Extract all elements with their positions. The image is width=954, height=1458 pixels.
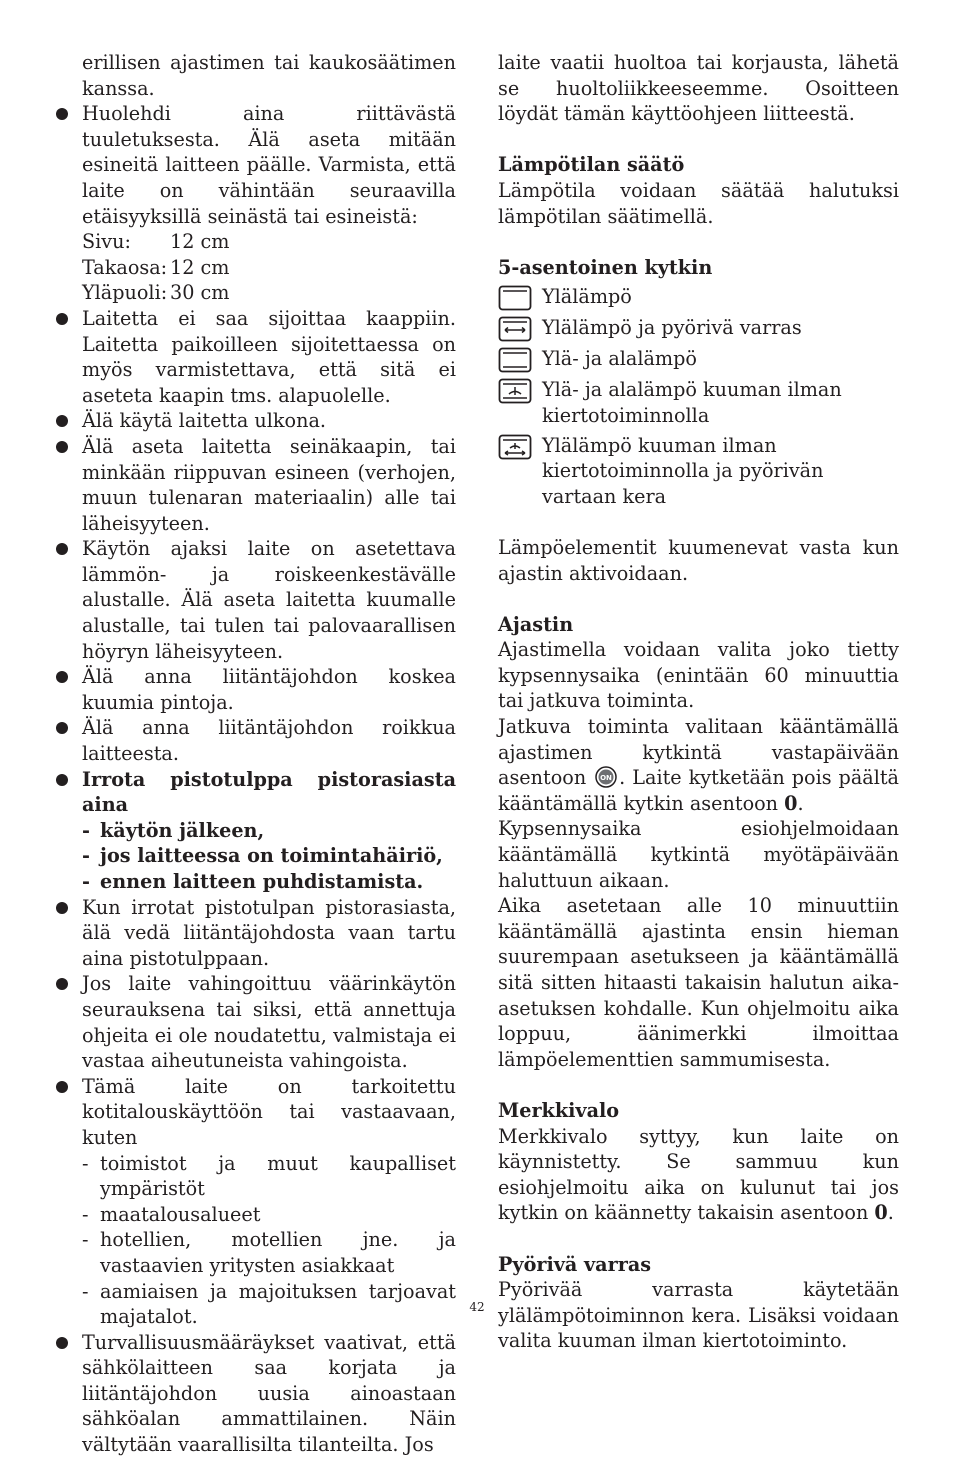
distance-label: Yläpuoli: (82, 281, 168, 305)
distance-value: 12 cm (170, 255, 230, 279)
paragraph-text: . (619, 766, 626, 790)
bullet-wall-cabinet (56, 434, 456, 536)
bullet-icon (56, 441, 68, 453)
top-convection-rotisserie-icon (498, 434, 532, 460)
sub-item: - maatalousalueet (82, 1202, 261, 1226)
switch-position (498, 315, 899, 342)
paragraph-text: Laite kytketään pois päältä kääntämällä kytkin asentoon (498, 766, 899, 815)
sub-item-text: aamiaisen ja majoituksen tarjoavat majatalot. (100, 1279, 456, 1329)
switch-position-label: Ylälämpö ja pyörivä varras (542, 316, 802, 340)
switch-position (498, 377, 899, 428)
distance-label: Sivu: (82, 230, 131, 254)
bullet-pull-plug (56, 895, 456, 972)
continued-text: erillisen ajastimen tai kaukosäätimen kanssa. (82, 51, 456, 100)
section-heading: 5-asentoinen kytkin (498, 255, 713, 279)
bullet-text: Älä anna liitäntäjohdon koskea kuumia pintoja. (82, 665, 456, 714)
zero-position: 0 (874, 1201, 888, 1225)
bullet-icon (56, 671, 68, 683)
switch-position (498, 433, 899, 510)
bullet-ventilation (56, 101, 456, 229)
sub-item: - jos laitteessa on toimintahäiriö, (82, 844, 443, 868)
section-paragraph (498, 1124, 899, 1226)
zero-position: 0 (784, 791, 798, 815)
bullet-icon (56, 902, 68, 914)
bullet-text: Älä käytä laitetta ulkona. (82, 409, 326, 433)
bullet-text: Turvallisuusmääräykset vaativat, että sähkölaitteen saa korjata ja liitäntäjohdon uusia ainoastaan sähköalan ammattilainen. Näin vältytään vaarallisilta tilanteilta. Jos (82, 1330, 456, 1457)
distance-value: 30 cm (170, 281, 230, 305)
section-paragraph: Lämpöelementit kuumenevat vasta kun ajastin aktivoidaan. (498, 535, 899, 585)
bullet-text: Tämä laite on tarkoitettu kotitalouskäyttöön tai vastaavaan, kuten (82, 1074, 456, 1149)
bullet-icon (56, 978, 68, 990)
sub-item: - hotellien, motellien jne. ja vastaavien yritysten asiakkaat (82, 1228, 456, 1277)
bullet-outdoors (56, 408, 456, 434)
bullet-icon (56, 1081, 68, 1093)
bullet-text: Irrota pistotulppa pistorasiasta aina (82, 767, 456, 817)
on-position-label: ON (600, 774, 613, 783)
section-paragraph: Ajastimella voidaan valita joko tietty kypsennysaika (enintään 60 minuuttia tai jatkuva toiminta. (498, 638, 899, 713)
top-bottom-convection-icon (498, 378, 532, 404)
bullet-text: Jos laite vahingoittuu väärinkäytön seurauksena tai siksi, että annettuja ohjeita ei ole noudatettu, valmistaja ei vastaa aiheutuneista vahingoista. (82, 972, 456, 1073)
continued-text: laite vaatii huoltoa tai korjausta, lähetä se huoltoliikkeeseemme. Osoitteen löydät tämän käyttöohjeen liitteestä. (498, 51, 899, 126)
section-heading: Pyörivä varras (498, 1252, 652, 1276)
sub-item-text: toimistot ja muut kaupalliset ympäristöt (100, 1151, 456, 1201)
bullet-text: Älä aseta laitetta seinäkaapin, tai minkään riippuvan esineen (verhojen, muun tulenaran materiaalin) alle tai läheisyyteen. (82, 434, 456, 535)
bullet-cord-hot (56, 664, 456, 715)
switch-position (498, 284, 899, 311)
top-heat-rotisserie-icon (498, 316, 532, 342)
bullet-text: Laitetta ei saa sijoittaa kaappiin. Laitetta paikoilleen sijoitettaessa on myös varmistettava, että sitä ei aseteta kaapin tms. alapuolelle. (82, 306, 456, 407)
section-paragraph: Kypsennysaika esiohjelmoidaan kääntämällä kytkintä myötäpäivään haluttuun aikaan. (498, 817, 899, 892)
distance-row (56, 280, 456, 306)
sub-item: - käytön jälkeen, (82, 818, 265, 842)
switch-position-label: Ylä- ja alalämpö (542, 347, 697, 371)
paragraph-text: Jatkuva toiminta valitaan kääntämällä ajastimen kytkintä vastapäivään asentoon (498, 715, 899, 790)
sub-item: - aamiaisen ja majoituksen tarjoavat majatalot. (82, 1279, 456, 1329)
switch-position (498, 346, 899, 373)
left-column (56, 50, 456, 1458)
distance-value: 12 cm (170, 230, 230, 254)
bullet-cord-hang (56, 715, 456, 766)
bullet-icon (56, 774, 68, 786)
page-number: 42 (469, 1300, 485, 1314)
sub-item: - ennen laitteen puhdistamista. (82, 870, 424, 893)
switch-position-label: Ylä- ja alalämpö kuuman ilman kiertotoiminnolla (542, 378, 842, 427)
bullet-icon (56, 415, 68, 427)
distance-row (56, 255, 456, 281)
distance-label: Takaosa: (82, 255, 168, 279)
sub-item-text: maatalousalueet (100, 1202, 261, 1226)
on-position-icon (595, 766, 617, 788)
top-heat-icon (498, 285, 532, 311)
bullet-text: Käytön ajaksi laite on asetettava lämmön- ja roiskeenkestävälle alustalle. Älä aseta laitetta kuumalle alustalle, tai tulen tai palovaarallisen höyryn läheisyyteen. (82, 537, 456, 663)
switch-position-label: Ylälämpö (542, 285, 632, 309)
sub-item: - toimistot ja muut kaupalliset ympäristöt (82, 1151, 456, 1201)
section-heading: Ajastin (498, 612, 574, 636)
distance-row (56, 229, 456, 255)
top-bottom-heat-icon (498, 347, 532, 373)
section-paragraph: Lämpötila voidaan säätää halutuksi lämpötilan säätimellä. (498, 178, 899, 228)
section-paragraph (498, 714, 899, 816)
bullet-text: Älä anna liitäntäjohdon roikkua laitteesta. (82, 716, 456, 766)
bullet-text: Kun irrotat pistotulpan pistorasiasta, älä vedä liitäntäjohdosta vaan tartu aina pistotulppaan. (82, 895, 456, 970)
bullet-icon (56, 543, 68, 555)
bullet-cabinet (56, 306, 456, 408)
bullet-unplug (56, 767, 456, 818)
bullet-surface (56, 536, 456, 664)
section-paragraph: Aika asetetaan alle 10 minuuttiin kääntämällä ajastinta ensin hieman suurempaan asetukseen ja kääntämällä sitä sitten hitaasti takaisin halutun aika-asetuksen kohdalle. Kun ohjelmoitu aika loppuu, äänimerkki ilmoittaa lämpöelementtien sammumisesta. (498, 894, 899, 1071)
switch-position-label: Ylälämpö kuuman ilman kiertotoiminnolla ja pyörivän vartaan kera (542, 433, 824, 508)
bullet-household-use (56, 1074, 456, 1151)
sub-item-text: ennen laitteen puhdistamista. (100, 870, 424, 893)
right-column (498, 50, 899, 1354)
paragraph-text: . (887, 1201, 894, 1225)
sub-item-text: hotellien, motellien jne. ja vastaavien yritysten asiakkaat (100, 1228, 456, 1277)
bullet-safety (56, 1330, 456, 1458)
bullet-damage (56, 971, 456, 1073)
bullet-icon (56, 313, 68, 325)
paragraph-text: Merkkivalo syttyy, kun laite on käynnistetty. Se sammuu kun esiohjelmoitu aika on kulunut tai jos kytkin on käännetty takaisin asentoon (498, 1124, 899, 1225)
section-heading: Lämpötilan säätö (498, 153, 685, 177)
section-heading: Merkkivalo (498, 1098, 620, 1122)
section-paragraph: Pyörivää varrasta käytetään ylälämpötoiminnon kera. Lisäksi voidaan valita kuuman ilman kiertotoiminto. (498, 1278, 899, 1353)
bullet-icon (56, 1337, 68, 1349)
bullet-icon (56, 108, 68, 120)
sub-item-text: käytön jälkeen, (100, 818, 265, 842)
bullet-text: Huolehdi aina riittävästä tuuletuksesta. Älä aseta mitään esineitä laitteen päälle. Varmista, että laite on vähintään seuraavilla etäisyyksillä seinästä tai esineistä: (82, 102, 456, 228)
paragraph-text: . (797, 791, 804, 815)
sub-item-text: jos laitteessa on toimintahäiriö, (100, 844, 443, 868)
bullet-icon (56, 722, 68, 734)
